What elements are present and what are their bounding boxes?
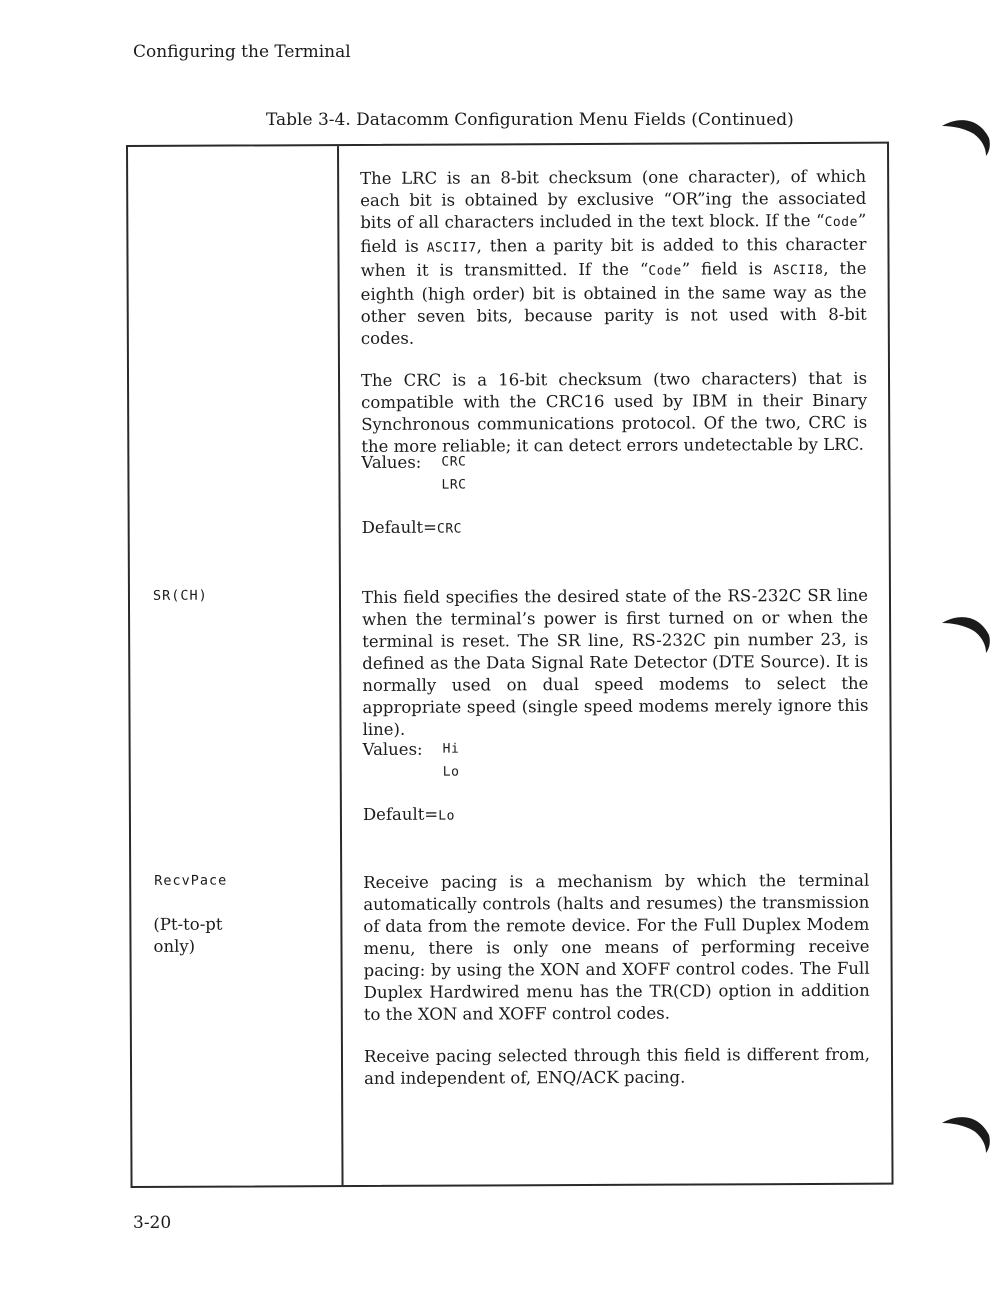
- srch-default: [363, 805, 455, 824]
- default-value: CRC: [436, 521, 463, 537]
- recvpace-paragraph-1: Receive pacing is a mechanism by which the terminal automatically controls (halts and resumes) the transmission of data from the remote device. For the Full Duplex Modem menu, there is only one means of performing receive pacing: by using the XON and XOFF control codes. The Full Duplex Hardwired menu has the TR(CD) option in addition to the XON and XOFF control codes.: [363, 870, 870, 1024]
- recvpace-note: (Pt-to-pt only): [153, 914, 223, 956]
- lrc-text-5: , the eighth (high order) bit is obtained in the same way as the other seven bits, because parity is not used with 8-bit codes.: [360, 258, 867, 348]
- crc-paragraph: The CRC is a 16-bit checksum (two characters) that is compatible with the CRC16 used by IBM in their Binary Synchronous communications protocol. Of the two, CRC is the more reliable; it can detect errors undetectable by LRC.: [360, 368, 868, 456]
- crc-values: [361, 451, 466, 497]
- lrc-text-3: , then a parity bit is added to this character when it is transmitted. If the “: [360, 234, 867, 280]
- values-label: Values:: [362, 739, 423, 759]
- lrc-text-1: The LRC is an 8-bit checksum (one character), of which each bit is obtained by exclusive “OR”ing the associated bits of all characters included in the text block. If the “: [360, 166, 867, 232]
- page-header: Configuring the Terminal: [133, 42, 351, 62]
- column-divider: [337, 146, 344, 1185]
- default-label: Default=: [362, 804, 439, 824]
- value-option: LRC: [441, 477, 467, 493]
- field-name-recvpace: RecvPace: [154, 872, 228, 889]
- default-label: Default=: [361, 517, 438, 537]
- page-curl-icon: [934, 108, 994, 168]
- recvpace-description: [363, 870, 870, 1090]
- srch-description: This field specifies the desired state of the RS-232C SR line when the terminal’s power is first turned on or when the terminal is reset. The SR line, RS-232C pin number 23, is defined as the Data Signal Rate Detector (DTE Source). It is normally used on dual speed modems to select the appropriate speed (single speed modems merely ignore this line).: [361, 585, 869, 739]
- crc-description: [360, 166, 867, 458]
- code-field-ref: Code: [824, 214, 858, 230]
- field-name-srch: SR(CH): [152, 587, 208, 604]
- lrc-paragraph: [360, 166, 867, 350]
- srch-values: [363, 738, 460, 784]
- value-option: Hi: [442, 741, 460, 757]
- lrc-text-4: ” field is: [681, 259, 774, 279]
- ascii7-ref: ASCII7: [426, 240, 477, 256]
- page-curl-icon: [934, 605, 994, 665]
- value-option: CRC: [441, 454, 467, 470]
- page-curl-icon: [934, 1105, 994, 1165]
- default-value: Lo: [438, 808, 455, 824]
- values-label: Values:: [361, 452, 422, 472]
- table-caption: Table 3-4. Datacomm Configuration Menu Fields (Continued): [266, 110, 794, 130]
- page-number: 3-20: [133, 1213, 172, 1233]
- ascii8-ref: ASCII8: [773, 262, 824, 279]
- crc-default: [362, 518, 462, 537]
- lrc-text-2: ” field is: [360, 210, 867, 256]
- value-option: Lo: [442, 764, 460, 780]
- table-frame: [126, 142, 894, 1188]
- recvpace-paragraph-2: Receive pacing selected through this field is different from, and independent of, ENQ/ACK pacing.: [363, 1044, 871, 1088]
- code-field-ref: Code: [648, 263, 682, 279]
